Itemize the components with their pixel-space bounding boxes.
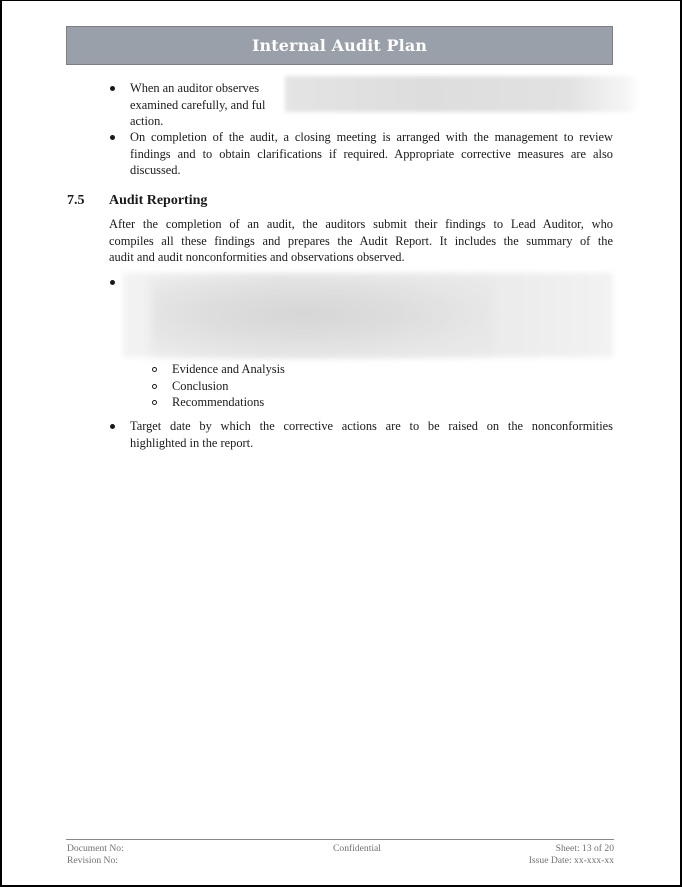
sub-item	[172, 394, 264, 411]
paragraph-line: compiles all these findings and prepares the Audit Report. It includes the summary of the	[109, 233, 613, 248]
bullet-marker	[110, 135, 115, 140]
sub-bullet-marker	[152, 400, 157, 405]
bullet-line: discussed.	[130, 163, 181, 177]
bullet-marker	[110, 86, 115, 91]
section-number: 7.5	[67, 193, 85, 208]
paragraph-line: After the completion of an audit, the auditors submit their findings to Lead Auditor, who	[109, 217, 613, 231]
bullet-line: When an auditor observes	[130, 81, 260, 95]
document-no-label: Document No:	[67, 843, 124, 854]
bullet-item-target-date	[130, 418, 613, 451]
document-title-bar	[66, 26, 613, 65]
sub-item-label: Recommendations	[172, 395, 265, 409]
sub-item-label: Conclusion	[172, 379, 229, 393]
footer-center	[252, 843, 462, 855]
issue-date: Issue Date: xx-xxx-xx	[528, 855, 614, 866]
bullet-marker	[110, 424, 115, 429]
bullet-line: highlighted in the report.	[130, 435, 254, 450]
bullet-line: findings and to obtain clarifications if required. Appropriate corrective measures are also	[130, 146, 613, 161]
sub-item	[172, 361, 285, 378]
footer-right	[464, 843, 614, 867]
bullet-line: action.	[130, 114, 164, 128]
redacted-region-shade	[152, 279, 492, 357]
sub-item-label: Evidence and Analysis	[172, 362, 285, 376]
revision-no-label: Revision No:	[67, 855, 118, 866]
sub-item	[172, 378, 228, 395]
footer-left	[67, 843, 124, 867]
sub-bullet-marker	[152, 367, 157, 372]
section-paragraph	[109, 216, 613, 266]
document-title: Internal Audit Plan	[251, 36, 428, 55]
redacted-region	[285, 76, 639, 112]
sub-bullet-marker	[152, 384, 157, 389]
bullet-marker	[110, 280, 115, 285]
section-title: Audit Reporting	[109, 193, 208, 208]
sheet-number: Sheet: 13 of 20	[555, 843, 614, 854]
footer-divider	[66, 839, 614, 840]
bullet-line: Target date by which the corrective actions are to be raised on the nonconformities	[130, 419, 613, 433]
bullet-line: examined carefully, and ful	[130, 97, 266, 112]
confidential-label: Confidential	[333, 843, 381, 854]
paragraph-line: audit and audit nonconformities and observations observed.	[109, 250, 405, 264]
bullet-item-closing-meeting	[130, 129, 613, 179]
bullet-line: On completion of the audit, a closing meeting is arranged with the management to review	[130, 130, 613, 144]
bullet-item-observations	[130, 80, 283, 130]
